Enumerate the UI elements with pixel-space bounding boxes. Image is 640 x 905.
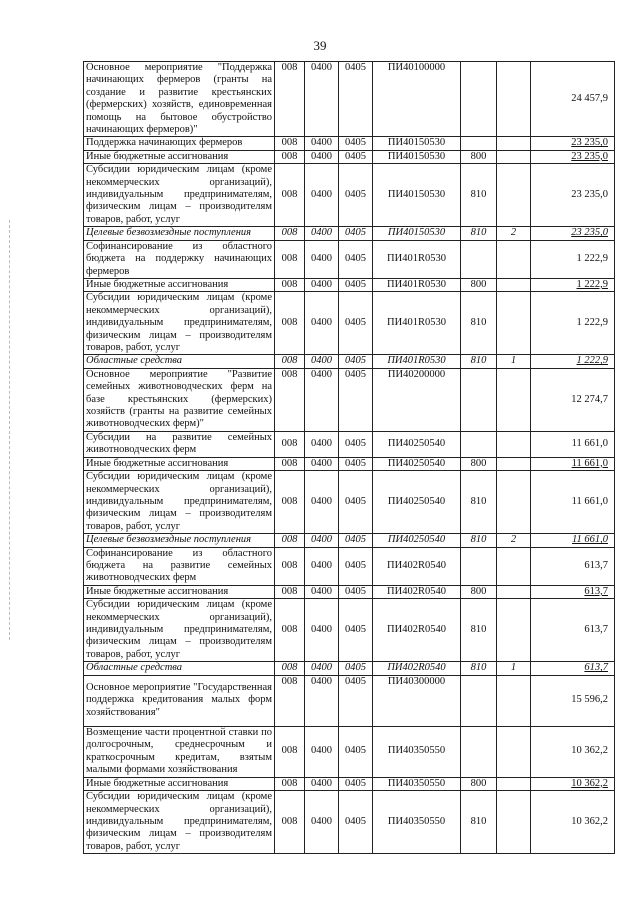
row-name: Субсидии на развитие семейных животноводческих ферм: [84, 431, 275, 457]
cell-subsection: 0405: [339, 662, 373, 675]
row-name: Областные средства: [84, 662, 275, 675]
cell-subsection: 0405: [339, 278, 373, 291]
cell-code: [497, 599, 531, 662]
row-name: Субсидии юридическим лицам (кроме некоммерческих организаций), индивидуальным предпринимателям, физическим лицам – производителям товаров, работ, услуг: [84, 292, 275, 355]
cell-code: 1: [497, 355, 531, 368]
cell-amount: 10 362,2: [531, 726, 615, 777]
row-name: Основное мероприятие "Развитие семейных животноводческих ферм на базе крестьянских (фермерских) хозяйств (гранты на развитие семейных животноводческих ферм)": [84, 368, 275, 431]
cell-amount: 23 235,0: [531, 227, 615, 240]
cell-section: 0400: [305, 457, 339, 470]
cell-expense-type: 800: [461, 457, 497, 470]
cell-amount: 613,7: [531, 585, 615, 598]
cell-ministry: 008: [275, 278, 305, 291]
cell-section: 0400: [305, 355, 339, 368]
cell-target: ПИ40350550: [373, 791, 461, 854]
cell-target: ПИ40150530: [373, 227, 461, 240]
cell-amount: 10 362,2: [531, 791, 615, 854]
table-row: [84, 585, 615, 598]
cell-target: ПИ402R0540: [373, 547, 461, 585]
cell-code: [497, 585, 531, 598]
cell-ministry: 008: [275, 240, 305, 278]
cell-code: [497, 137, 531, 150]
cell-amount: 1 222,9: [531, 355, 615, 368]
row-name: Софинансирование из областного бюджета на поддержку начинающих фермеров: [84, 240, 275, 278]
cell-target: ПИ402R0540: [373, 662, 461, 675]
page-number: 39: [313, 38, 327, 53]
table-row: [84, 777, 615, 790]
cell-amount: 1 222,9: [531, 240, 615, 278]
cell-code: [497, 675, 531, 726]
cell-code: [497, 150, 531, 163]
table-row: [84, 227, 615, 240]
table-row: [84, 599, 615, 662]
cell-expense-type: [461, 62, 497, 137]
cell-expense-type: 810: [461, 164, 497, 227]
cell-ministry: 008: [275, 368, 305, 431]
cell-ministry: 008: [275, 777, 305, 790]
cell-subsection: 0405: [339, 777, 373, 790]
table-row: [84, 278, 615, 291]
row-name: Софинансирование из областного бюджета на развитие семейных животноводческих ферм: [84, 547, 275, 585]
table-row: [84, 137, 615, 150]
table-row: [84, 726, 615, 777]
cell-ministry: 008: [275, 292, 305, 355]
cell-amount: 11 661,0: [531, 457, 615, 470]
cell-subsection: 0405: [339, 675, 373, 726]
table-row: [84, 150, 615, 163]
row-name: Субсидии юридическим лицам (кроме некоммерческих организаций), индивидуальным предпринимателям, физическим лицам – производителям товаров, работ, услуг: [84, 164, 275, 227]
row-name: Основное мероприятие "Государственная поддержка кредитования малых форм хозяйствования": [84, 675, 275, 726]
table-row: [84, 431, 615, 457]
row-name: Иные бюджетные ассигнования: [84, 278, 275, 291]
cell-amount: 11 661,0: [531, 471, 615, 534]
cell-expense-type: 810: [461, 534, 497, 547]
table-row: [84, 675, 615, 726]
cell-target: ПИ402R0540: [373, 599, 461, 662]
cell-target: ПИ40300000: [373, 675, 461, 726]
cell-subsection: 0405: [339, 137, 373, 150]
cell-ministry: 008: [275, 471, 305, 534]
cell-section: 0400: [305, 278, 339, 291]
cell-ministry: 008: [275, 547, 305, 585]
cell-target: ПИ40150530: [373, 137, 461, 150]
table-row: [84, 791, 615, 854]
cell-target: ПИ401R0530: [373, 292, 461, 355]
row-name: Основное мероприятие "Поддержка начинающих фермеров (гранты на создание и развитие крестьянских (фермерских) хозяйств, единовременная помощь на бытовое обустройство начинающих фермеров)": [84, 62, 275, 137]
cell-subsection: 0405: [339, 62, 373, 137]
cell-section: 0400: [305, 534, 339, 547]
table-row: [84, 355, 615, 368]
cell-amount: 11 661,0: [531, 534, 615, 547]
table-row: [84, 240, 615, 278]
cell-code: 1: [497, 662, 531, 675]
cell-amount: 613,7: [531, 547, 615, 585]
cell-code: [497, 471, 531, 534]
cell-expense-type: [461, 137, 497, 150]
cell-code: [497, 726, 531, 777]
table-row: [84, 547, 615, 585]
cell-expense-type: 810: [461, 227, 497, 240]
cell-section: 0400: [305, 292, 339, 355]
cell-expense-type: [461, 368, 497, 431]
table-row: [84, 62, 615, 137]
cell-code: [497, 547, 531, 585]
cell-subsection: 0405: [339, 457, 373, 470]
table-row: [84, 292, 615, 355]
cell-section: 0400: [305, 62, 339, 137]
cell-target: ПИ40250540: [373, 471, 461, 534]
cell-ministry: 008: [275, 164, 305, 227]
scan-margin-line: [9, 220, 10, 640]
cell-ministry: 008: [275, 62, 305, 137]
cell-code: [497, 62, 531, 137]
cell-code: [497, 368, 531, 431]
row-name: Субсидии юридическим лицам (кроме некоммерческих организаций), индивидуальным предпринимателям, физическим лицам – производителям товаров, работ, услуг: [84, 471, 275, 534]
cell-amount: 23 235,0: [531, 164, 615, 227]
row-name: Целевые безвозмездные поступления: [84, 534, 275, 547]
cell-expense-type: [461, 675, 497, 726]
cell-target: ПИ402R0540: [373, 585, 461, 598]
row-name: Областные средства: [84, 355, 275, 368]
cell-expense-type: 810: [461, 791, 497, 854]
cell-expense-type: 810: [461, 471, 497, 534]
cell-target: ПИ40250540: [373, 457, 461, 470]
cell-ministry: 008: [275, 355, 305, 368]
table-row: [84, 164, 615, 227]
row-name: Иные бюджетные ассигнования: [84, 457, 275, 470]
cell-subsection: 0405: [339, 355, 373, 368]
cell-amount: 613,7: [531, 599, 615, 662]
cell-target: ПИ401R0530: [373, 240, 461, 278]
cell-subsection: 0405: [339, 227, 373, 240]
row-name: Поддержка начинающих фермеров: [84, 137, 275, 150]
cell-expense-type: [461, 547, 497, 585]
cell-amount: 15 596,2: [531, 675, 615, 726]
cell-ministry: 008: [275, 726, 305, 777]
cell-ministry: 008: [275, 431, 305, 457]
row-name: Иные бюджетные ассигнования: [84, 150, 275, 163]
cell-ministry: 008: [275, 585, 305, 598]
cell-subsection: 0405: [339, 599, 373, 662]
budget-table-body: [84, 62, 615, 854]
cell-amount: 613,7: [531, 662, 615, 675]
cell-section: 0400: [305, 240, 339, 278]
cell-expense-type: [461, 240, 497, 278]
cell-expense-type: 800: [461, 585, 497, 598]
row-name: Субсидии юридическим лицам (кроме некоммерческих организаций), индивидуальным предпринимателям, физическим лицам – производителям товаров, работ, услуг: [84, 791, 275, 854]
cell-subsection: 0405: [339, 431, 373, 457]
cell-section: 0400: [305, 471, 339, 534]
cell-subsection: 0405: [339, 164, 373, 227]
cell-section: 0400: [305, 431, 339, 457]
cell-amount: 1 222,9: [531, 292, 615, 355]
cell-code: [497, 278, 531, 291]
table-row: [84, 534, 615, 547]
cell-code: [497, 431, 531, 457]
cell-section: 0400: [305, 726, 339, 777]
table-row: [84, 471, 615, 534]
cell-subsection: 0405: [339, 547, 373, 585]
cell-code: [497, 791, 531, 854]
row-name: Субсидии юридическим лицам (кроме некоммерческих организаций), индивидуальным предпринимателям, физическим лицам – производителям товаров, работ, услуг: [84, 599, 275, 662]
cell-target: ПИ40200000: [373, 368, 461, 431]
cell-expense-type: 800: [461, 777, 497, 790]
cell-amount: 23 235,0: [531, 150, 615, 163]
cell-section: 0400: [305, 137, 339, 150]
cell-section: 0400: [305, 368, 339, 431]
cell-amount: 24 457,9: [531, 62, 615, 137]
cell-ministry: 008: [275, 675, 305, 726]
cell-subsection: 0405: [339, 585, 373, 598]
cell-target: ПИ40150530: [373, 150, 461, 163]
cell-ministry: 008: [275, 137, 305, 150]
cell-ministry: 008: [275, 227, 305, 240]
cell-code: [497, 240, 531, 278]
cell-expense-type: [461, 431, 497, 457]
cell-subsection: 0405: [339, 368, 373, 431]
cell-target: ПИ401R0530: [373, 355, 461, 368]
cell-subsection: 0405: [339, 471, 373, 534]
cell-ministry: 008: [275, 599, 305, 662]
row-name: Иные бюджетные ассигнования: [84, 777, 275, 790]
cell-ministry: 008: [275, 662, 305, 675]
cell-target: ПИ40350550: [373, 777, 461, 790]
cell-target: ПИ401R0530: [373, 278, 461, 291]
cell-section: 0400: [305, 599, 339, 662]
cell-code: [497, 777, 531, 790]
cell-code: 2: [497, 227, 531, 240]
cell-amount: 11 661,0: [531, 431, 615, 457]
cell-subsection: 0405: [339, 791, 373, 854]
budget-table: [83, 61, 615, 854]
cell-section: 0400: [305, 777, 339, 790]
cell-code: [497, 292, 531, 355]
table-row: [84, 368, 615, 431]
cell-section: 0400: [305, 662, 339, 675]
cell-target: ПИ40350550: [373, 726, 461, 777]
cell-amount: 1 222,9: [531, 278, 615, 291]
cell-code: 2: [497, 534, 531, 547]
cell-ministry: 008: [275, 150, 305, 163]
cell-amount: 10 362,2: [531, 777, 615, 790]
row-name: Целевые безвозмездные поступления: [84, 227, 275, 240]
cell-ministry: 008: [275, 534, 305, 547]
cell-expense-type: 810: [461, 292, 497, 355]
cell-expense-type: 800: [461, 150, 497, 163]
table-row: [84, 662, 615, 675]
cell-section: 0400: [305, 675, 339, 726]
table-row: [84, 457, 615, 470]
cell-code: [497, 457, 531, 470]
cell-target: ПИ40250540: [373, 534, 461, 547]
cell-section: 0400: [305, 547, 339, 585]
cell-section: 0400: [305, 164, 339, 227]
cell-expense-type: [461, 726, 497, 777]
cell-subsection: 0405: [339, 240, 373, 278]
cell-code: [497, 164, 531, 227]
cell-section: 0400: [305, 227, 339, 240]
cell-expense-type: 810: [461, 599, 497, 662]
cell-expense-type: 810: [461, 662, 497, 675]
cell-amount: 23 235,0: [531, 137, 615, 150]
cell-section: 0400: [305, 585, 339, 598]
cell-section: 0400: [305, 791, 339, 854]
cell-subsection: 0405: [339, 726, 373, 777]
cell-expense-type: 810: [461, 355, 497, 368]
cell-expense-type: 800: [461, 278, 497, 291]
cell-amount: 12 274,7: [531, 368, 615, 431]
cell-target: ПИ40250540: [373, 431, 461, 457]
row-name: Иные бюджетные ассигнования: [84, 585, 275, 598]
cell-subsection: 0405: [339, 150, 373, 163]
row-name: Возмещение части процентной ставки по долгосрочным, среднесрочным и краткосрочным кредитам, взятым малыми формами хозяйствования: [84, 726, 275, 777]
cell-ministry: 008: [275, 791, 305, 854]
cell-subsection: 0405: [339, 292, 373, 355]
cell-section: 0400: [305, 150, 339, 163]
cell-subsection: 0405: [339, 534, 373, 547]
cell-ministry: 008: [275, 457, 305, 470]
cell-target: ПИ40100000: [373, 62, 461, 137]
cell-target: ПИ40150530: [373, 164, 461, 227]
